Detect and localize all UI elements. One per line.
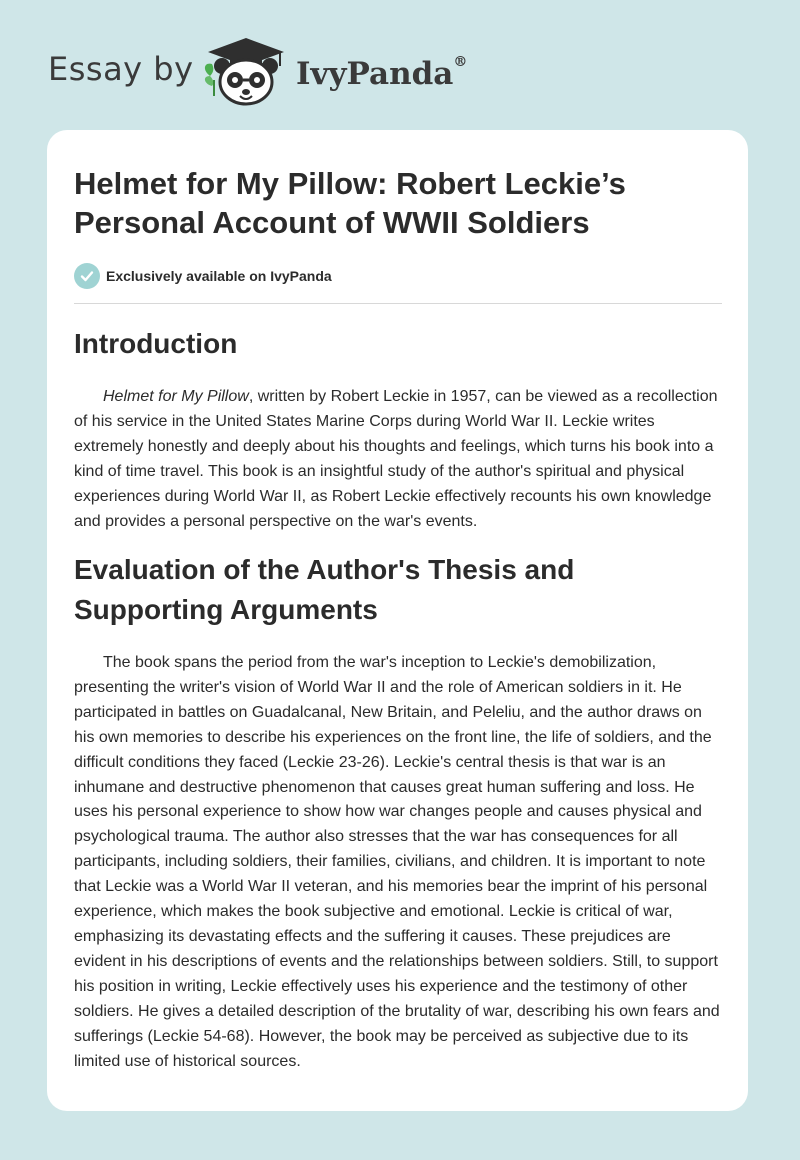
- site-header: [0, 0, 800, 120]
- paragraph-introduction: Helmet for My Pillow, written by Robert Leckie in 1957, can be viewed as a recollection of his service in the United States Marine Corps during World War II. Leckie writes extremely honestly and deeply about his thoughts and feelings, which turns his book into a kind of time travel. This book is an insightful study of the author's spiritual and physical experiences during World War II, as Robert Leckie effectively recounts his own knowledge and provides a personal perspective on the war's events.: [74, 388, 718, 530]
- exclusive-badge: [74, 263, 332, 289]
- section-heading-introduction: Introduction: [74, 328, 238, 359]
- check-icon: [74, 263, 100, 289]
- panda-graduate-icon: [200, 36, 290, 108]
- divider: [74, 303, 722, 304]
- essay-by-label: Essay by: [48, 50, 194, 88]
- book-title: Helmet for My Pillow: [103, 388, 249, 405]
- essay-card: [47, 130, 748, 1111]
- paragraph-evaluation: The book spans the period from the war's inception to Leckie's demobilization, presenting the writer's vision of World War II and the role of American soldiers in it. He participated in battles on Guadalcanal, New Britain, and Peleliu, and the author draws on his own memories to describe his experiences on the front line, the life of soldiers, and the difficult conditions they faced (Leckie 23-26). Leckie's central thesis is that war is an inhumane and destructive phenomenon that causes great human suffering and loss. He uses his personal experience to show how war changes people and causes physical and psychological trauma. The author also stresses that the war has consequences for all participants, including soldiers, their families, civilians, and children. It is important to note that Leckie was a World War II veteran, and his memories bear the imprint of his personal experience, which makes the book subjective and emotional. Leckie is critical of war, emphasizing its devastating effects and the suffering it causes. These prejudices are evident in his descriptions of events and the relationships between soldiers. Still, to support his position in writing, Leckie effectively uses his experience and the testimony of other soldiers. He gives a detailed description of the brutality of war, describing his own fears and sufferings (Leckie 54-68). However, the book may be perceived as subjective due to its limited use of historical sources.: [74, 654, 720, 1070]
- badge-label: Exclusively available on IvyPanda: [106, 268, 332, 284]
- page-title: Helmet for My Pillow: Robert Leckie’s Personal Account of WWII Soldiers: [74, 166, 626, 240]
- brand-name: IvyPanda®: [296, 54, 468, 92]
- section-heading-evaluation: Evaluation of the Author's Thesis and Supporting Arguments: [74, 554, 575, 625]
